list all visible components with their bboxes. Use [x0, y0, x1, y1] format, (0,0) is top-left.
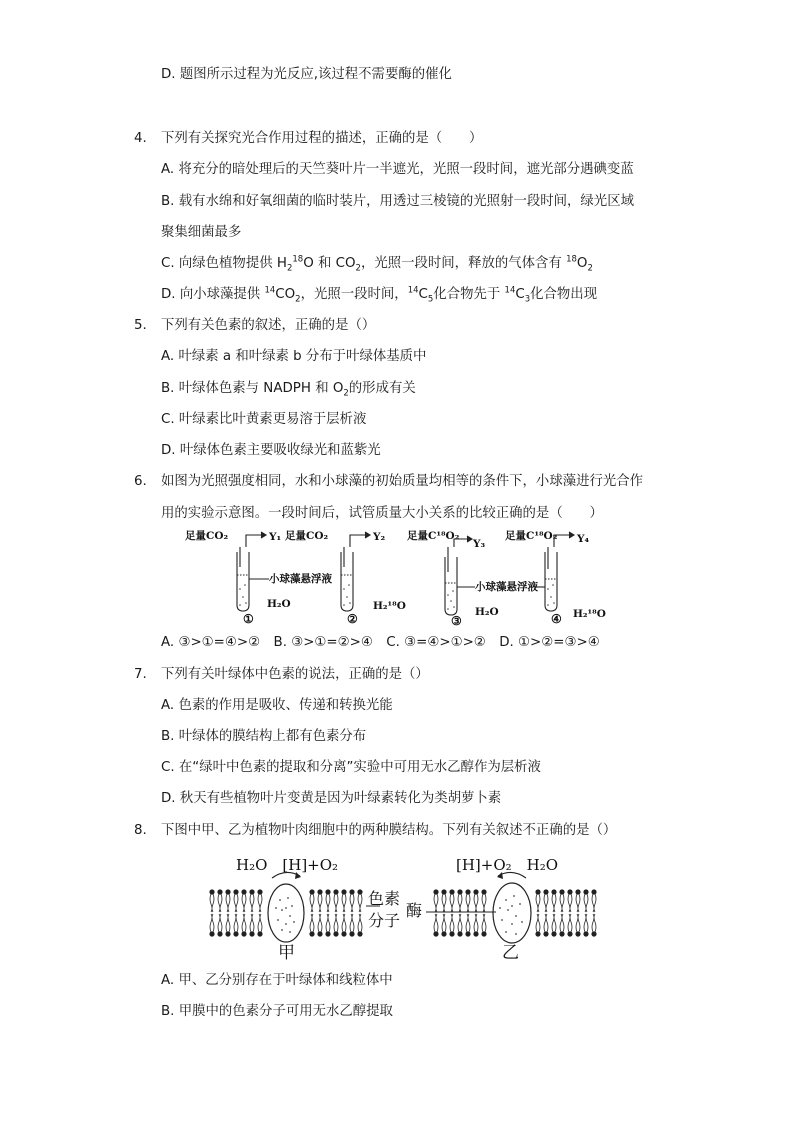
test-tube-1: [237, 532, 269, 611]
q4-option-a: A. 将充分的暗处理后的天竺葵叶片一半遮光，光照一段时间，遮光部分遇碘变蓝: [161, 162, 634, 177]
q4-option-b-cont: 聚集细菌最多: [161, 225, 242, 240]
tube3-water-label: H₂O: [475, 606, 499, 618]
tube2-number: ②: [347, 612, 358, 626]
tube2-gas-label: 足量CO₂: [285, 530, 329, 542]
tube1-gas-label: 足量CO₂: [185, 530, 229, 542]
q5-stem: 下列有关色素的叙述，正确的是（）: [161, 318, 376, 333]
left-reaction-label: H₂O [H]+O₂: [236, 856, 339, 874]
enzyme-label: 酶: [406, 901, 423, 920]
q7-stem: 下列有关叶绿体中色素的说法，正确的是（）: [161, 667, 429, 682]
tube4-y-label: Y₄: [577, 533, 590, 545]
q8-stem: 下图中甲、乙为植物叶肉细胞中的两种膜结构。下列有关叙述不正确的是（）: [161, 823, 617, 838]
tube2-water-label: H₂¹⁸O: [373, 600, 406, 612]
suspension-label-1: 小球藻悬浮液: [269, 573, 332, 585]
q5-option-c: C. 叶绿素比叶黄素更易溶于层析液: [161, 412, 367, 427]
q5-option-d: D. 叶绿体色素主要吸收绿光和蓝紫光: [161, 443, 381, 458]
q5-option-a: A. 叶绿素 a 和叶绿素 b 分布于叶绿体基质中: [161, 349, 427, 364]
suspension-label-2: 小球藻悬浮液: [475, 581, 538, 593]
q6-stem-line1: 如图为光照强度相同，水和小球藻的初始质量均相等的条件下，小球藻进行光合作: [161, 474, 644, 489]
jia-label: 甲: [278, 943, 295, 963]
q6-number: 6.: [134, 474, 147, 489]
tube3-number: ③: [451, 614, 462, 627]
membrane-right-bilayer: [426, 872, 597, 943]
q4-number: 4.: [134, 131, 147, 146]
q8-number: 8.: [134, 823, 147, 838]
membrane-left-bilayer: [209, 872, 380, 942]
q5-option-b: B. 叶绿体色素与 NADPH 和 $O_2$的形成有关: [161, 381, 416, 399]
tube4-number: ④: [551, 612, 562, 626]
q8-option-a: A. 甲、乙分别存在于叶绿体和线粒体中: [161, 973, 393, 988]
yi-label: 乙: [502, 943, 519, 963]
tube1-y-label: Y₁: [269, 531, 282, 543]
q6-stem-line2: 用的实验示意图。一段时间后，试管质量大小关系的比较正确的是（ ）: [161, 506, 603, 521]
test-tube-3: [445, 536, 475, 615]
pigment-label-2: 分子: [368, 911, 401, 930]
q6-options: A. ③>①=④>② B. ③>①=②>④ C. ③=④>①>② D. ①>②=③>④: [161, 635, 600, 650]
q7-option-b: B. 叶绿体的膜结构上都有色素分布: [161, 729, 367, 744]
test-tube-4: [535, 532, 574, 611]
test-tube-2: [341, 532, 370, 611]
q7-number: 7.: [134, 667, 147, 682]
q8-option-b: B. 甲膜中的色素分子可用无水乙醇提取: [161, 1004, 393, 1019]
tube2-y-label: Y₂: [373, 531, 386, 543]
tube4-water-label: H₂¹⁸O: [573, 608, 606, 620]
q5-number: 5.: [134, 318, 147, 333]
q8-membrane-figure: [200, 850, 620, 965]
tube4-gas-label: 足量C¹⁸O₂: [505, 530, 558, 542]
q4-option-b: B. 载有水绵和好氧细菌的临时装片，用透过三棱镜的光照射一段时间，绿光区域: [161, 194, 634, 209]
q4-option-d: D. 向小球藻提供 $^{14}CO_2$，光照一段时间，$^{14}C_5$化合物先于 $^{14}C_3$化合物出现: [161, 285, 598, 305]
tube3-y-label: Y₃: [473, 538, 486, 550]
right-reaction-label: [H]+O₂ H₂O: [456, 856, 559, 874]
protein-yi: [493, 883, 531, 943]
q7-option-c: C. 在“绿叶中色素的提取和分离”实验中可用无水乙醇作为层析液: [161, 760, 541, 775]
q3-option-d: D. 题图所示过程为光反应,该过程不需要酶的催化: [161, 67, 452, 82]
q6-test-tube-figure: [185, 527, 665, 627]
tube1-number: ①: [243, 612, 254, 626]
q4-option-c: C. 向绿色植物提供 $H_2^{18}O$ 和 $CO_2$，光照一段时间，释放的气体含有 $^{18}O_2$: [161, 254, 593, 274]
pigment-label-1: 色素: [368, 889, 401, 908]
q4-stem: 下列有关探究光合作用过程的描述，正确的是（ ）: [161, 131, 483, 146]
protein-jia: [268, 884, 304, 942]
q7-option-a: A. 色素的作用是吸收、传递和转换光能: [161, 698, 393, 713]
tube1-water-label: H₂O: [267, 598, 291, 610]
q7-option-d: D. 秋天有些植物叶片变黄是因为叶绿素转化为类胡萝卜素: [161, 791, 502, 806]
tube3-gas-label: 足量C¹⁸O₂: [407, 530, 460, 542]
